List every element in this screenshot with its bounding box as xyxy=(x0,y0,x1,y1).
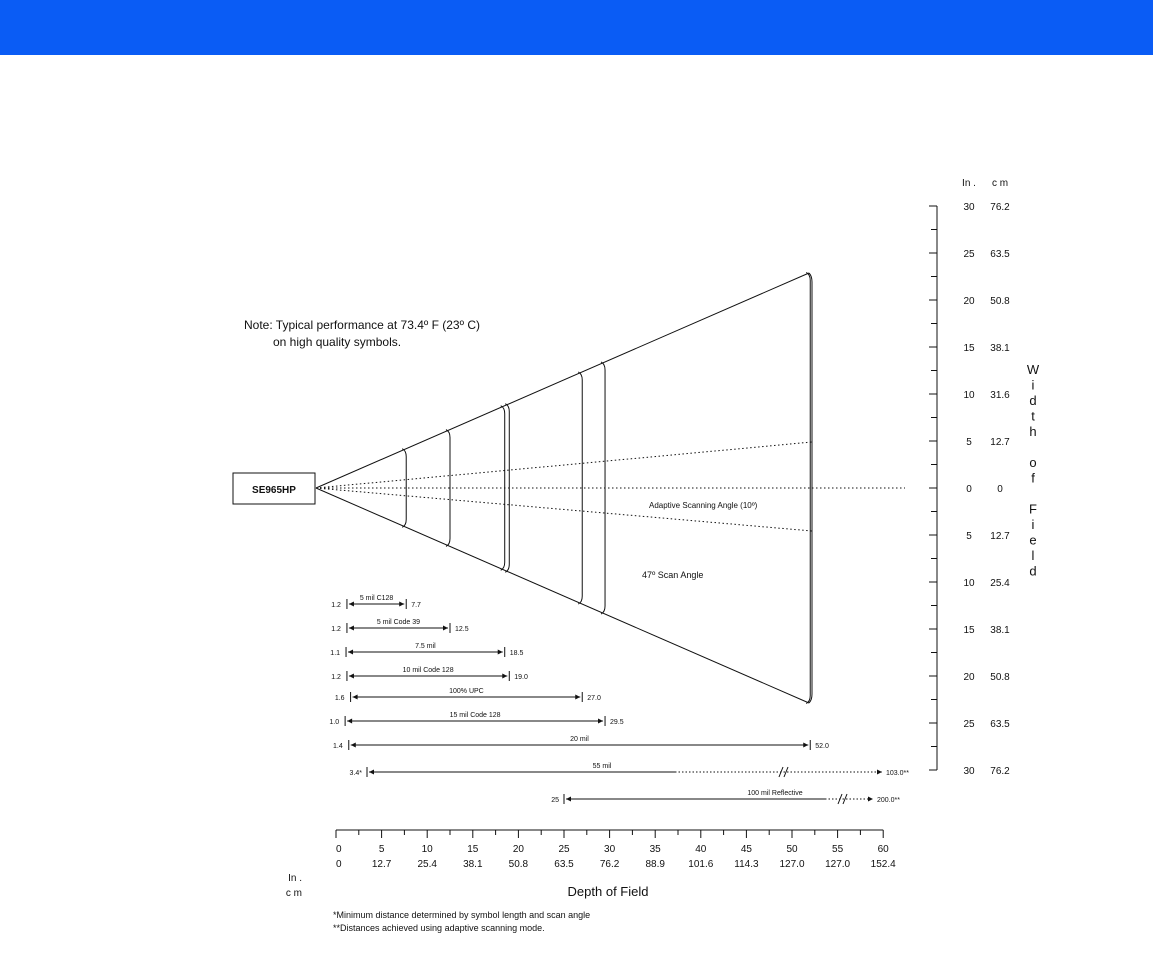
depth-unit-in: In . xyxy=(288,873,302,884)
width-tick-label-in: 5 xyxy=(966,437,972,448)
depth-tick-label-cm: 114.3 xyxy=(734,859,759,870)
range-bar-far-value: 103.0** xyxy=(886,770,909,777)
range-bar-arrow-left xyxy=(353,695,358,700)
width-tick-label-cm: 12.7 xyxy=(990,437,1010,448)
depth-tick-label-cm: 152.4 xyxy=(870,859,896,870)
width-unit-cm: c m xyxy=(991,178,1009,189)
range-bar-far-value: 29.5 xyxy=(610,719,624,726)
range-bar-arrow-left xyxy=(369,770,374,775)
range-bar-arrow-left xyxy=(351,743,356,748)
depth-tick-label-cm: 38.1 xyxy=(463,859,483,870)
width-title-letter: o xyxy=(1029,455,1037,470)
depth-tick-label-in: 30 xyxy=(604,844,616,855)
width-tick-label-in: 20 xyxy=(963,672,975,683)
range-bar xyxy=(329,712,623,726)
range-bar-near-value: 1.1 xyxy=(330,650,341,657)
width-title-letter: f xyxy=(1031,470,1035,486)
depth-tick-label-in: 35 xyxy=(649,844,661,855)
width-tick-label-cm: 50.8 xyxy=(990,296,1010,307)
width-tick-label-cm: 76.2 xyxy=(990,766,1010,777)
range-bar xyxy=(335,688,601,702)
axis-break-mark xyxy=(838,794,842,804)
depth-tick-label-in: 0 xyxy=(336,844,342,855)
depth-unit-cm: c m xyxy=(285,888,302,899)
width-tick-label-cm: 38.1 xyxy=(990,625,1010,636)
width-title-letter: h xyxy=(1029,424,1037,439)
depth-axis-title: Depth of Field xyxy=(567,884,649,899)
note-line-2: on high quality symbols. xyxy=(273,335,402,349)
range-bar xyxy=(333,736,829,750)
depth-tick-label-in: 20 xyxy=(512,844,524,855)
range-bar-near-value: 25 xyxy=(551,797,559,804)
range-bar-label: 7.5 mil xyxy=(415,643,436,650)
range-bar-far-value: 18.5 xyxy=(509,650,524,657)
range-bar xyxy=(331,619,469,633)
range-bar-label: 20 mil xyxy=(570,736,589,743)
depth-tick-label-in: 5 xyxy=(378,844,385,855)
range-bar-label: 100% UPC xyxy=(449,688,484,695)
width-title-letter: l xyxy=(1031,548,1035,563)
depth-tick-label-in: 55 xyxy=(832,844,844,855)
device-label: SE965HP xyxy=(252,485,296,496)
width-unit-in: In . xyxy=(962,178,976,189)
depth-tick-label-cm: 88.9 xyxy=(645,859,665,870)
range-bar-near-value: 1.0 xyxy=(329,719,340,726)
width-tick-label-cm: 50.8 xyxy=(990,672,1010,683)
range-bar-label: 10 mil Code 128 xyxy=(402,667,454,674)
depth-tick-label-in: 60 xyxy=(877,844,889,855)
range-bar xyxy=(330,643,523,657)
range-bar xyxy=(350,763,910,777)
width-title-letter: i xyxy=(1031,377,1035,393)
range-bar-far-value: 19.0 xyxy=(514,674,528,681)
adaptive-angle-label: Adaptive Scanning Angle (10º) xyxy=(649,501,758,510)
range-bar-arrow-left xyxy=(566,797,571,802)
width-title-letter: W xyxy=(1026,362,1040,377)
width-tick-label-in: 30 xyxy=(963,202,975,213)
width-tick-label-cm: 63.5 xyxy=(990,249,1010,260)
note-line-1: Note: Typical performance at 73.4º F (23º C) xyxy=(244,318,480,332)
depth-tick-label-in: 40 xyxy=(695,844,707,855)
width-tick-label-cm: 76.2 xyxy=(990,202,1010,213)
range-bar-arrow-right xyxy=(868,797,873,802)
width-title-letter: F xyxy=(1029,501,1037,517)
width-tick-label-in: 25 xyxy=(963,249,975,260)
depth-tick-label-in: 50 xyxy=(786,844,798,855)
range-bar xyxy=(331,667,528,681)
range-bar-arrow-right xyxy=(598,719,603,724)
range-bar-arrow-left xyxy=(347,719,352,724)
depth-tick-label-cm: 127.0 xyxy=(779,859,805,870)
width-tick-label-in: 0 xyxy=(966,484,972,495)
depth-tick-label-cm: 63.5 xyxy=(554,859,574,870)
range-bar-near-value: 3.4* xyxy=(349,770,363,777)
width-title-letter: d xyxy=(1029,393,1037,408)
range-bar-far-value: 52.0 xyxy=(815,743,829,750)
range-bar-label: 100 mil Reflective xyxy=(747,790,803,797)
range-bar-arrow-right xyxy=(803,743,808,748)
width-tick-label-cm: 63.5 xyxy=(990,719,1010,730)
range-bar-near-value: 1.2 xyxy=(331,602,341,609)
depth-tick-label-in: 25 xyxy=(558,844,570,855)
width-title-letter: t xyxy=(1031,408,1035,424)
width-tick-label-in: 5 xyxy=(966,531,972,542)
width-tick-label-cm: 31.6 xyxy=(990,390,1010,401)
width-tick-label-cm: 38.1 xyxy=(990,343,1010,354)
width-tick-label-in: 10 xyxy=(963,390,975,401)
depth-tick-label-in: 10 xyxy=(421,844,433,855)
width-tick-label-in: 15 xyxy=(963,625,975,636)
range-bar-near-value: 1.4 xyxy=(333,743,343,750)
range-bar-near-value: 1.6 xyxy=(334,695,345,702)
width-tick-label-in: 20 xyxy=(963,296,975,307)
depth-tick-label-cm: 25.4 xyxy=(417,859,437,870)
range-bar-label: 15 mil Code 128 xyxy=(449,712,501,719)
range-bar-near-value: 1.2 xyxy=(331,674,341,681)
range-bar-arrow-right xyxy=(502,674,507,679)
range-bar-arrow-left xyxy=(349,602,354,607)
width-title-letter: i xyxy=(1031,517,1035,532)
depth-tick-label-cm: 76.2 xyxy=(599,859,620,870)
footnote-2: **Distances achieved using adaptive scanning mode. xyxy=(333,923,545,933)
width-title-letter: d xyxy=(1029,563,1037,579)
scan-angle-label: 47º Scan Angle xyxy=(642,570,704,580)
range-bar-far-value: 27.0 xyxy=(587,695,601,702)
range-bar-arrow-right xyxy=(877,770,882,775)
range-bar-label: 5 mil C128 xyxy=(359,595,394,602)
depth-tick-label-in: 15 xyxy=(467,844,479,855)
footnote-1: *Minimum distance determined by symbol length and scan angle xyxy=(333,910,591,920)
range-bar-far-value: 7.7 xyxy=(411,602,421,609)
range-bar-arrow-right xyxy=(498,650,503,655)
width-title-letter: e xyxy=(1029,532,1037,548)
depth-tick-label-in: 45 xyxy=(740,844,752,855)
depth-tick-label-cm: 101.6 xyxy=(688,859,714,870)
depth-tick-label-cm: 0 xyxy=(336,859,342,870)
width-tick-label-cm: 0 xyxy=(997,484,1003,495)
scan-edge-upper xyxy=(316,273,809,488)
depth-tick-label-cm: 12.7 xyxy=(371,859,392,870)
range-bar-near-value: 1.2 xyxy=(331,626,341,633)
adaptive-edge-upper xyxy=(316,442,812,488)
width-tick-label-in: 15 xyxy=(963,343,975,354)
range-bar-arrow-left xyxy=(349,674,354,679)
range-bar-label: 5 mil Code 39 xyxy=(376,619,421,626)
range-bar-arrow-right xyxy=(399,602,404,607)
axis-break-mark xyxy=(779,767,783,777)
range-bar-far-value: 200.0** xyxy=(877,797,900,804)
depth-tick-label-cm: 127.0 xyxy=(825,859,851,870)
range-bar-arrow-right xyxy=(575,695,580,700)
range-bar-arrow-left xyxy=(348,650,353,655)
range-bar-arrow-right xyxy=(443,626,448,631)
width-tick-label-in: 25 xyxy=(963,719,975,730)
range-bar-arrow-left xyxy=(349,626,354,631)
range-bar xyxy=(331,595,421,609)
width-tick-label-cm: 12.7 xyxy=(990,531,1010,542)
range-bar-label: 55 mil xyxy=(592,763,612,770)
depth-tick-label-cm: 50.8 xyxy=(508,859,529,870)
width-tick-label-in: 30 xyxy=(963,766,975,777)
width-tick-label-in: 10 xyxy=(963,578,975,589)
range-bar-far-value: 12.5 xyxy=(455,626,469,633)
range-bar xyxy=(551,790,900,804)
width-tick-label-cm: 25.4 xyxy=(990,578,1010,589)
